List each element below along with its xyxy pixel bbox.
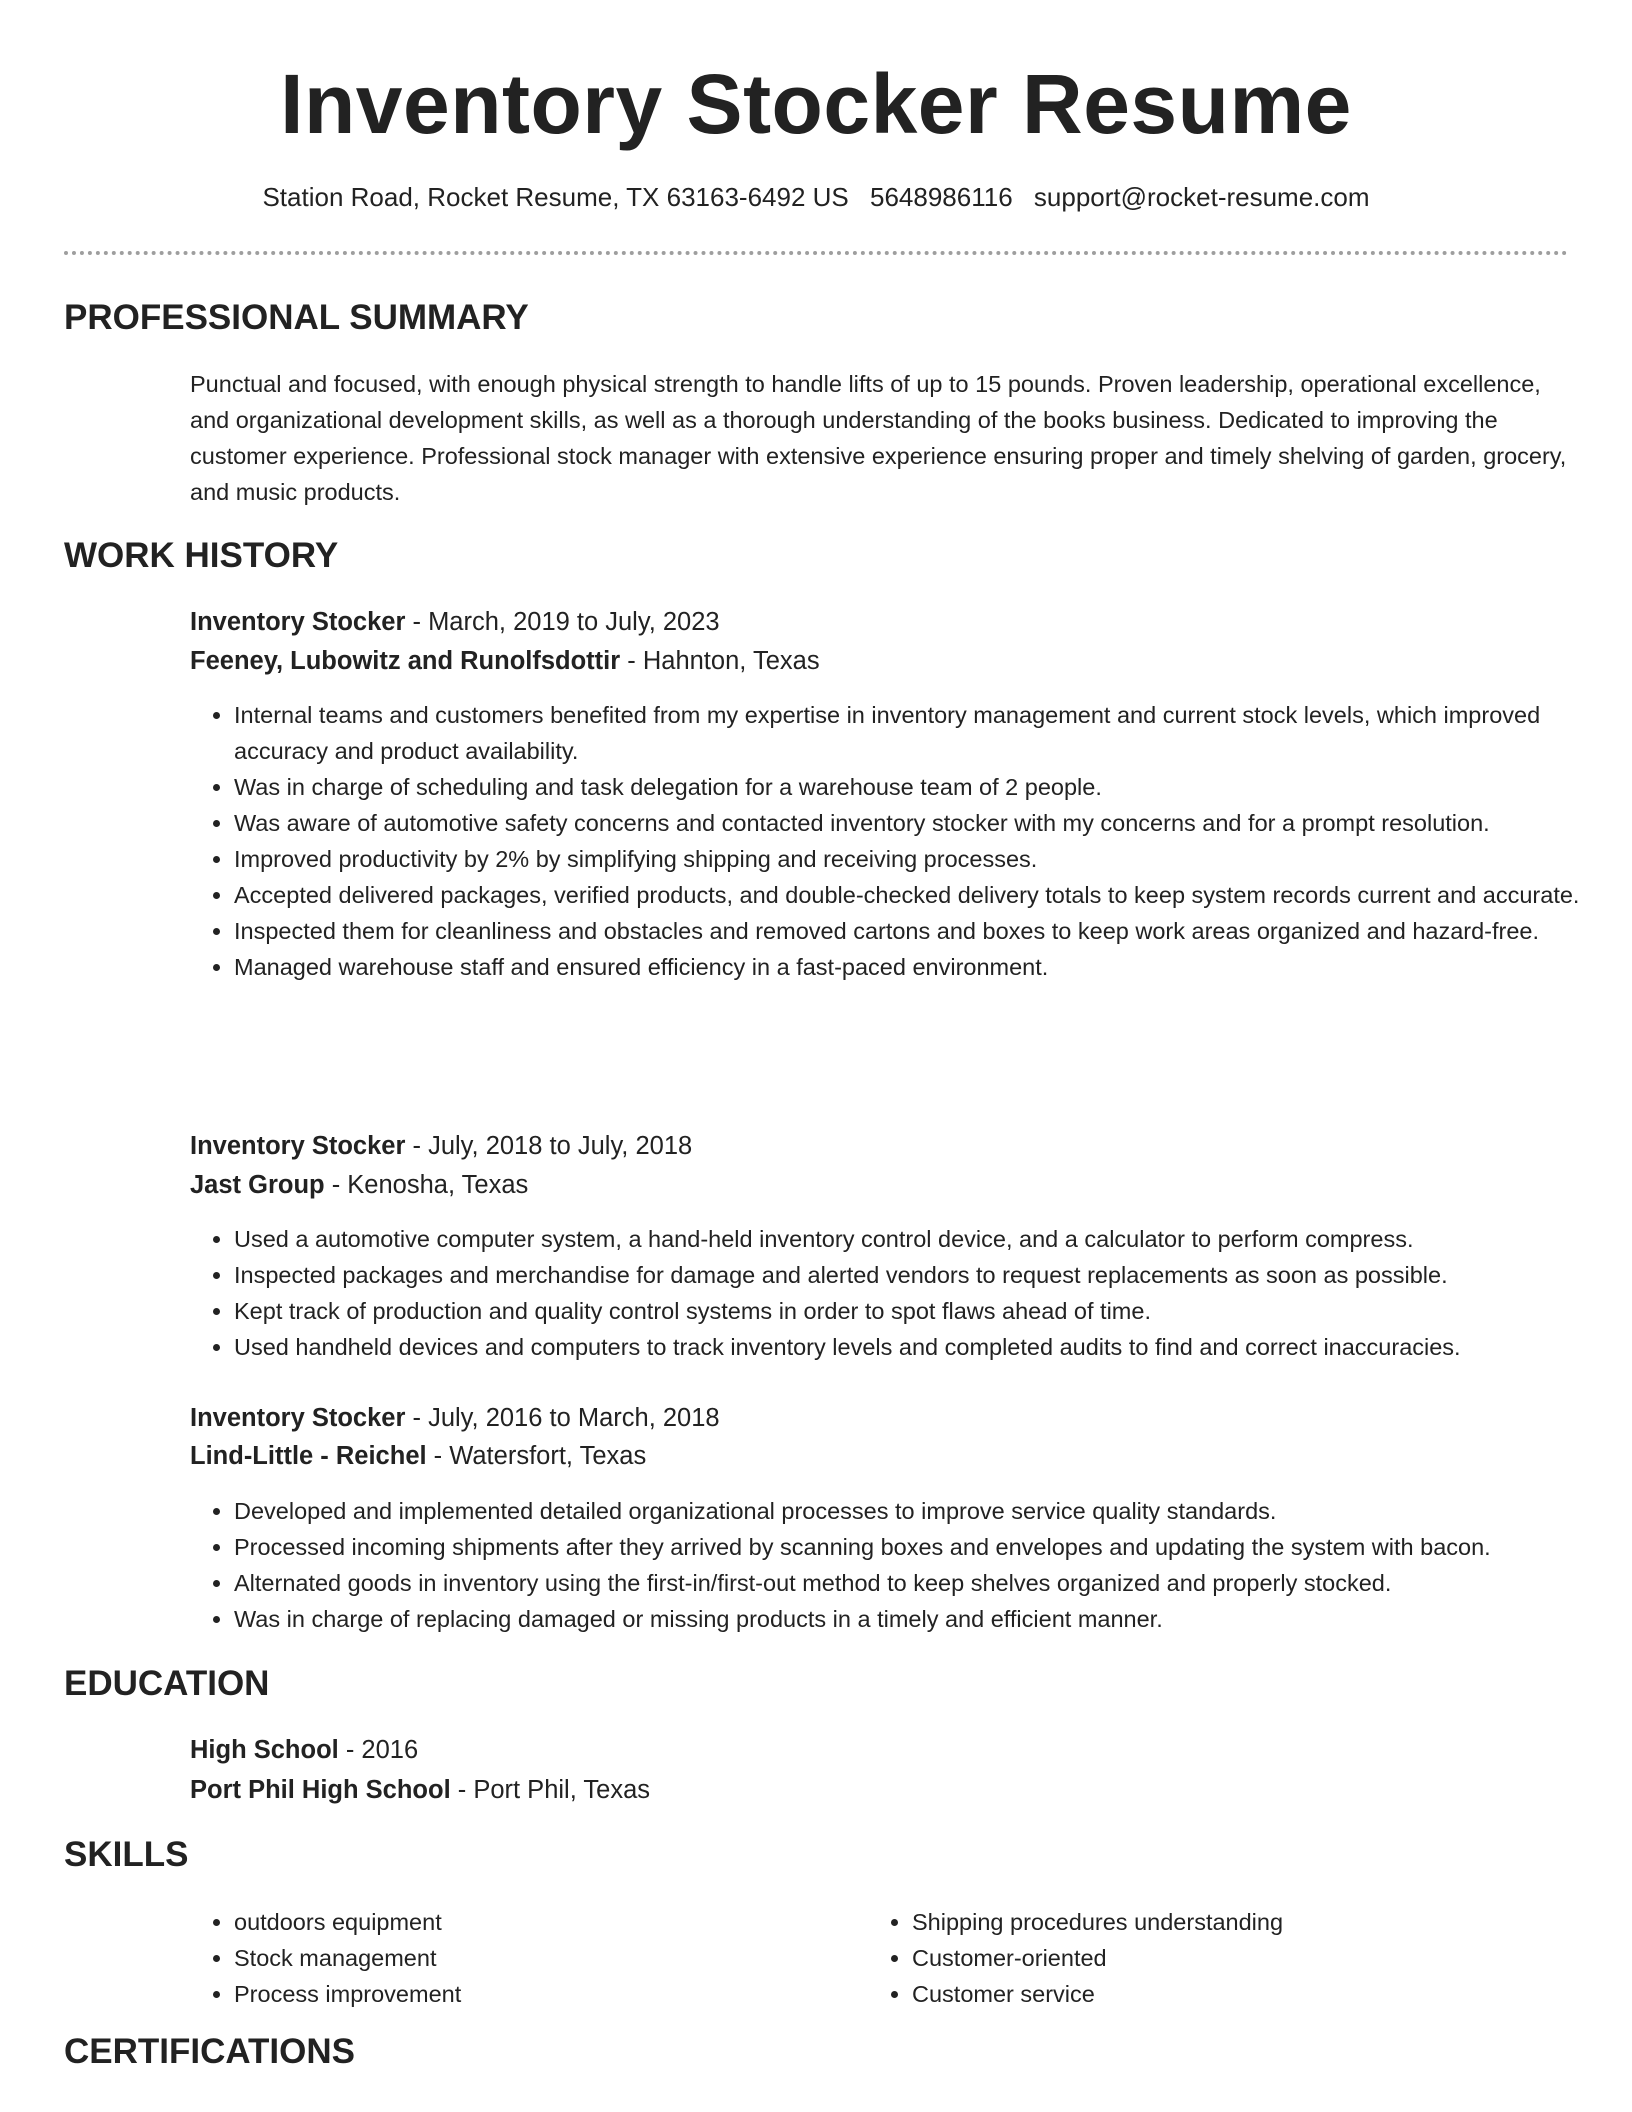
job-title-line [190,1128,692,1164]
list-item: • Kept track of production and quality control systems in order to spot flaws ahead of time. [234,1293,1614,1329]
job-dates: - July, 2016 to March, 2018 [405,1404,720,1432]
education-degree-line [190,1732,418,1768]
education-school-line [190,1772,650,1808]
skills-list-right [868,1904,1612,2012]
contact-address: Station Road, Rocket Resume, TX 63163-6492 US [262,182,849,212]
list-item: • Improved productivity by 2% by simplifying shipping and receiving processes. [234,841,1614,877]
list-item: • Managed warehouse staff and ensured efficiency in a fast-paced environment. [234,949,1614,985]
job-bullets [190,1221,1614,1365]
job-location: - Kenosha, Texas [324,1171,529,1199]
skill-item: • Customer-oriented [912,1940,1612,1976]
list-item: • Internal teams and customers benefited from my expertise in inventory management and current stock levels, which improved accuracy and product availability. [234,697,1614,769]
list-item: • Accepted delivered packages, verified products, and double-checked delivery totals to keep system records current and accurate. [234,877,1614,913]
list-item: • Used a automotive computer system, a hand-held inventory control device, and a calculator to perform compress. [234,1221,1614,1257]
skill-item: • Customer service [912,1976,1612,2012]
section-title-skills: SKILLS [64,1835,189,1874]
list-item: • Was in charge of replacing damaged or missing products in a timely and efficient manner. [234,1601,1614,1637]
education-location: - Port Phil, Texas [450,1776,651,1804]
job-dates: - July, 2018 to July, 2018 [405,1132,693,1160]
job-company: Lind-Little - Reichel [190,1442,427,1470]
resume-title: Inventory Stocker Resume [280,57,1352,151]
list-item: • Inspected them for cleanliness and obstacles and removed cartons and boxes to keep work areas organized and hazard-free. [234,913,1614,949]
list-item: • Inspected packages and merchandise for damage and alerted vendors to request replacements as soon as possible. [234,1257,1614,1293]
job-title-line [190,604,720,640]
job-bullets [190,697,1614,985]
job-location: - Watersfort, Texas [426,1442,647,1470]
skills-list-left [190,1904,854,2012]
list-item: • Was aware of automotive safety concerns and contacted inventory stocker with my concerns and for a prompt resolution. [234,805,1614,841]
skill-item: • outdoors equipment [234,1904,854,1940]
section-title-summary: PROFESSIONAL SUMMARY [64,298,529,337]
job-title: Inventory Stocker [190,1404,406,1432]
skill-item: • Process improvement [234,1976,854,2012]
job-company-line [190,1167,528,1203]
education-school: Port Phil High School [190,1776,451,1804]
education-degree: High School [190,1736,339,1764]
job-company: Feeney, Lubowitz and Runolfsdottir [190,647,621,675]
skill-item: • Stock management [234,1940,854,1976]
job-bullets [190,1493,1614,1637]
job-title: Inventory Stocker [190,1132,406,1160]
job-title-line [190,1400,720,1436]
list-item: • Developed and implemented detailed organizational processes to improve service quality standards. [234,1493,1614,1529]
section-title-work-history: WORK HISTORY [64,536,339,575]
section-title-certifications: CERTIFICATIONS [64,2032,356,2071]
job-location: - Hahnton, Texas [620,647,820,675]
section-title-education: EDUCATION [64,1664,270,1703]
list-item: • Was in charge of scheduling and task delegation for a warehouse team of 2 people. [234,769,1614,805]
list-item: • Used handheld devices and computers to track inventory levels and completed audits to find and correct inaccuracies. [234,1329,1614,1365]
contact-line [0,182,1632,213]
contact-email: support@rocket-resume.com [1033,182,1370,212]
skill-item: • Shipping procedures understanding [912,1904,1612,1940]
job-company: Jast Group [190,1171,325,1199]
job-company-line [190,643,820,679]
job-title: Inventory Stocker [190,608,406,636]
education-year: - 2016 [338,1736,419,1764]
list-item: • Processed incoming shipments after they arrived by scanning boxes and envelopes and updating the system with bacon. [234,1529,1614,1565]
list-item: • Alternated goods in inventory using the first-in/first-out method to keep shelves organized and properly stocked. [234,1565,1614,1601]
job-company-line [190,1438,646,1474]
job-dates: - March, 2019 to July, 2023 [405,608,720,636]
header-divider [64,251,1568,255]
summary-text: Punctual and focused, with enough physical strength to handle lifts of up to 15 pounds. Proven leadership, operational excellence, and organizational development skills, as well as a thorough understanding of the books business. Dedicated to improving the customer experience. Professional stock manager with extensive experience ensuring proper and timely shelving of garden, grocery, and music products. [190,371,1567,505]
contact-phone: 5648986116 [870,182,1013,212]
